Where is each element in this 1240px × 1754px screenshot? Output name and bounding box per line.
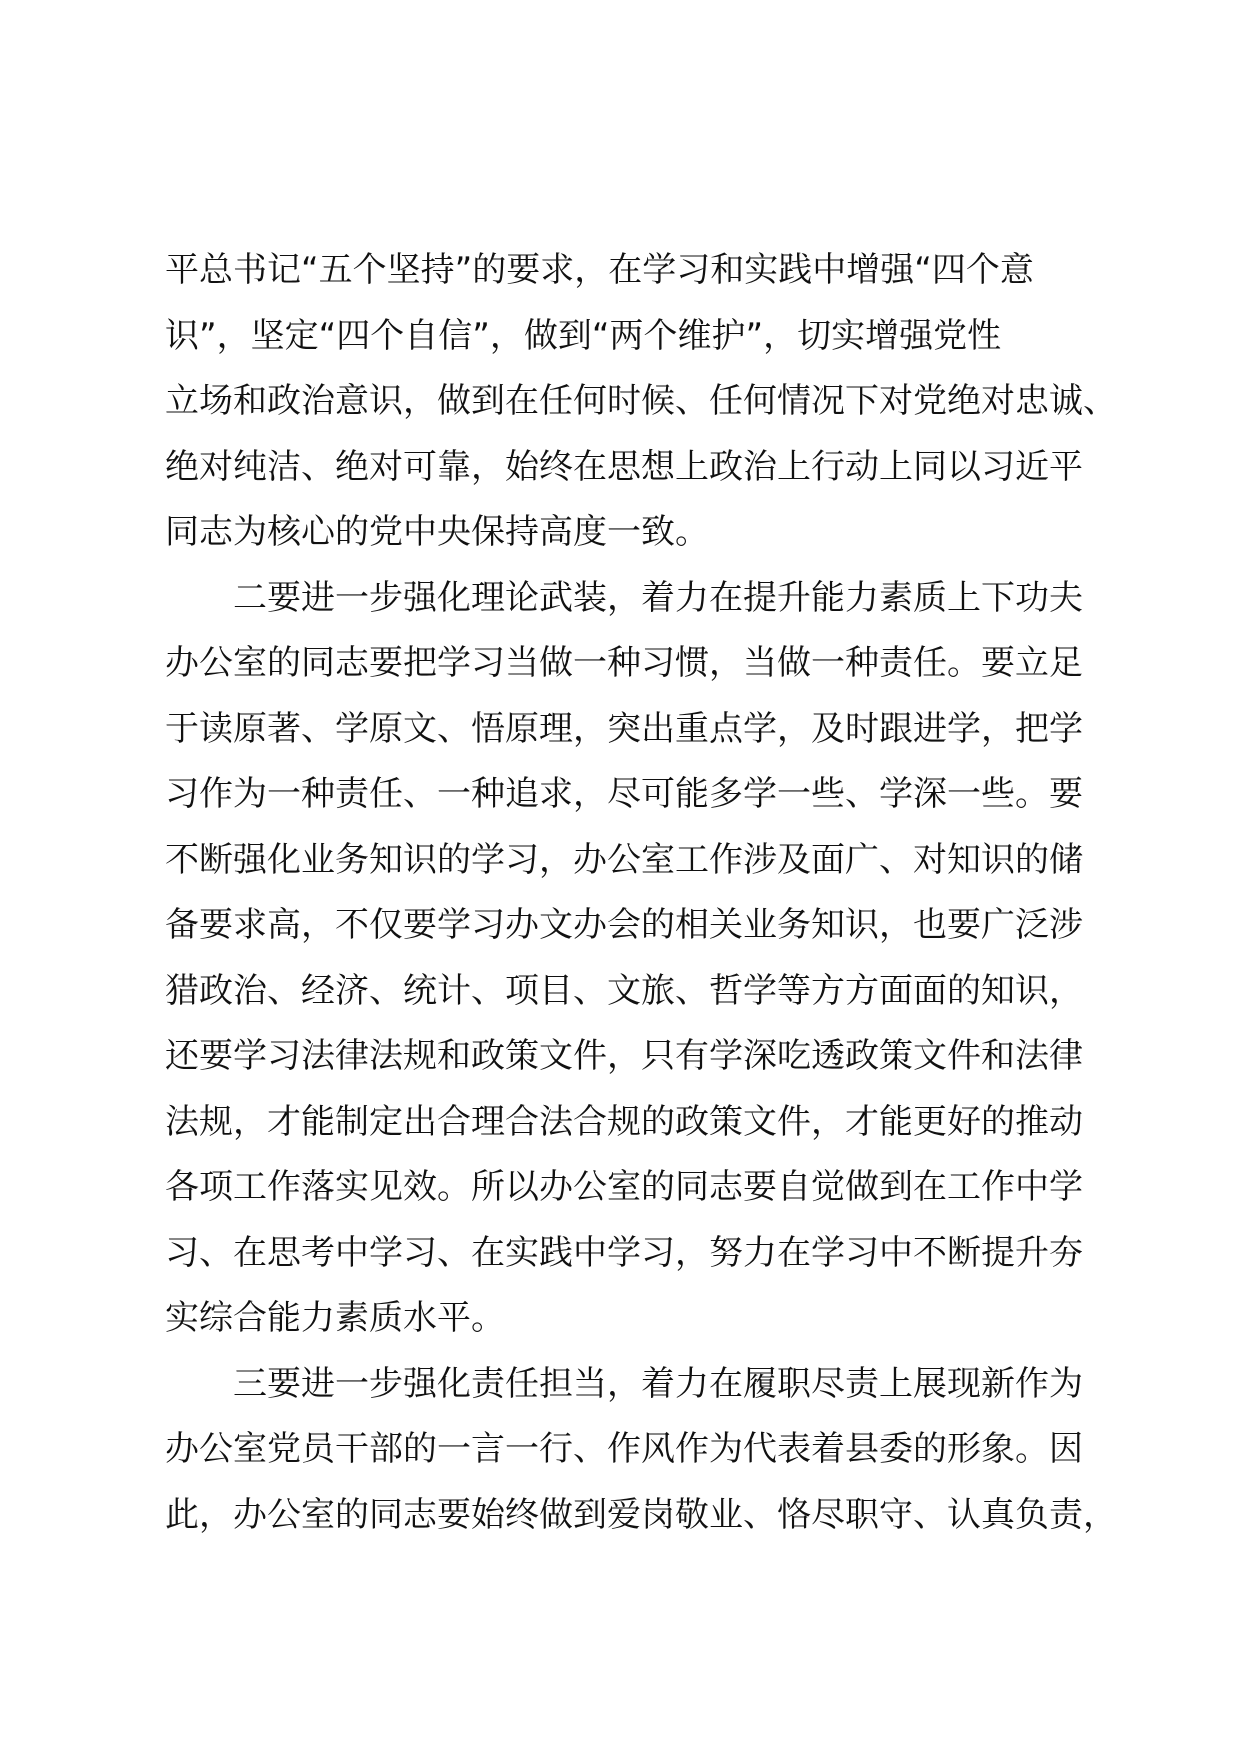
text-line: 办公室党员干部的一言一行、作风作为代表着县委的形象。因	[165, 1429, 1083, 1469]
text-line: 备要求高，不仅要学习办文办会的相关业务知识，也要广泛涉	[165, 905, 1083, 945]
body-text	[165, 238, 1117, 1548]
text-line: 于读原著、学原文、悟原理，突出重点学，及时跟进学，把学	[165, 708, 1083, 749]
text-line: 识”，坚定“四个自信”，做到“两个维护”，切实增强党性	[165, 315, 1002, 356]
text-line: 此，办公室的同志要始终做到爱岗敬业、恪尽职守、认真负责，	[165, 1494, 1117, 1535]
text-line: 同志为核心的党中央保持高度一致。	[165, 512, 709, 552]
paragraph-heading-line: 二要进一步强化理论武装，着力在提升能力素质上下功夫	[165, 577, 1083, 618]
text-line: 习、在思考中学习、在实践中学习，努力在学习中不断提升夯	[165, 1232, 1083, 1273]
text-line: 猎政治、经济、统计、项目、文旅、哲学等方方面面的知识，	[165, 970, 1083, 1011]
text-line: 不断强化业务知识的学习，办公室工作涉及面广、对知识的储	[165, 839, 1083, 880]
text-line: 实综合能力素质水平。	[165, 1298, 505, 1338]
paragraph-heading-line: 三要进一步强化责任担当，着力在履职尽责上展现新作为	[165, 1363, 1083, 1404]
text-line: 立场和政治意识，做到在任何时候、任何情况下对党绝对忠诚、	[165, 381, 1117, 421]
text-line: 绝对纯洁、绝对可靠，始终在思想上政治上行动上同以习近平	[165, 446, 1083, 487]
text-line: 还要学习法律法规和政策文件，只有学深吃透政策文件和法律	[165, 1036, 1083, 1076]
text-line: 习作为一种责任、一种追求，尽可能多学一些、学深一些。要	[165, 774, 1083, 814]
text-line: 平总书记“五个坚持”的要求，在学习和实践中增强“四个意	[165, 250, 1034, 290]
text-line: 办公室的同志要把学习当做一种习惯，当做一种责任。要立足	[165, 643, 1083, 683]
text-line: 法规，才能制定出合理合法合规的政策文件，才能更好的推动	[165, 1101, 1083, 1142]
text-line: 各项工作落实见效。所以办公室的同志要自觉做到在工作中学	[165, 1167, 1083, 1207]
